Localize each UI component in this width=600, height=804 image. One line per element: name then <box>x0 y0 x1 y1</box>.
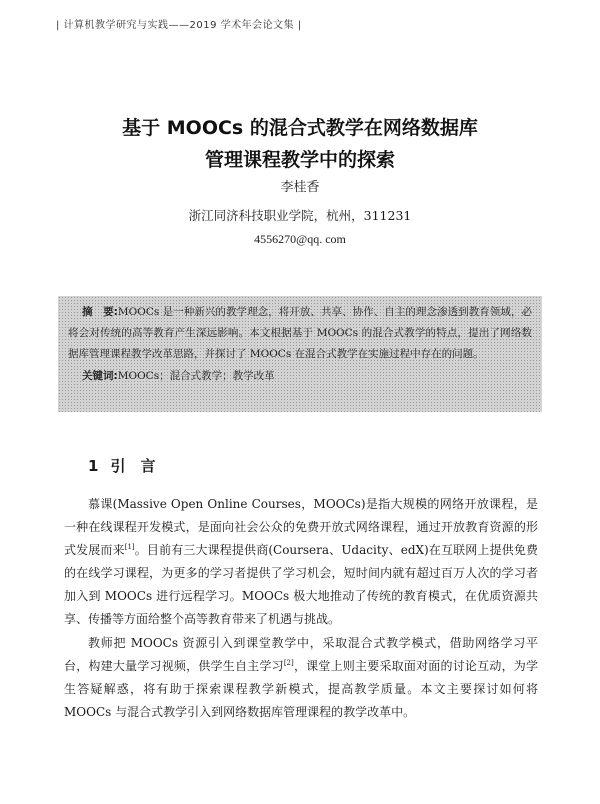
running-header: | 计算机教学研究与实践——2019 学术年会论文集 | <box>56 20 302 31</box>
author-name: 李桂香 <box>280 180 320 195</box>
para2-text-b: ，课堂上则主要采取面对面的讨论互动，为学生答疑解惑，将有助于探索课程教学新模式，提高教学质量。本文主要探讨如何将 MOOCs 与混合式教学引入到网络数据库管理课程的教学改革中。 <box>64 659 538 719</box>
title-line-2: 管理课程教学中的探索 <box>204 149 395 171</box>
section-title: 引 言 <box>110 457 156 475</box>
abstract-paragraph <box>68 302 532 365</box>
keywords-line <box>68 366 532 387</box>
abstract-text: MOOCs 是一种新兴的教学理念，将开放、共享、协作、自主的理念渗透到教育领域，必将会对传统的高等教育产生深远影响。本文根据基于 MOOCs 的混合式教学的特点，提出了网络数据库管理课程教学改革思路，并探讨了 MOOCs 在混合式教学在实施过程中存在的问题。 <box>68 306 533 360</box>
section-heading <box>88 455 167 476</box>
keywords-text: MOOCs；混合式教学；教学改革 <box>117 370 275 382</box>
citation-1: [1] <box>124 543 135 551</box>
para2-text-a: 教师把 MOOCs 资源引入到课堂教学中，采取混合式教学模式，借助网络学习平台，构建大量学习视频，供学生自主学习 <box>64 636 538 673</box>
paper-title <box>0 112 600 176</box>
keywords-label: 关键词: <box>82 370 118 382</box>
abstract-label: 摘 要: <box>82 306 118 318</box>
body-paragraph-1 <box>64 493 538 631</box>
section-number: 1 <box>88 457 99 475</box>
author-affiliation: 浙江同济科技职业学院，杭州，311231 <box>188 208 412 223</box>
abstract-box <box>58 296 542 412</box>
para1-text-b: 。目前有三大课程提供商(Coursera、Udacity、edX)在互联网上提供免费的在线学习课程，为更多的学习者提供了学习机会，短时间内就有超过百万人次的学习者加入到 MOOCs 进行远程学习。MOOCs 极大地推动了传统的教育模式，在优质资源共享、传播等方面给整个高等教育带来了机遇与挑战。 <box>64 543 538 626</box>
citation-2: [2] <box>283 659 294 667</box>
title-line-1: 基于 MOOCs 的混合式教学在网络数据库 <box>122 117 478 139</box>
para1-text-a: 慕课(Massive Open Online Courses，MOOCs)是指大规模的网络开放课程，是一种在线课程开发模式，是面向社会公众的免费开放式网络课程，通过开放教育资源的形式发展而来 <box>64 497 538 557</box>
author-email: 4556270@qq. com <box>254 232 346 246</box>
body-paragraph-2 <box>64 632 538 724</box>
